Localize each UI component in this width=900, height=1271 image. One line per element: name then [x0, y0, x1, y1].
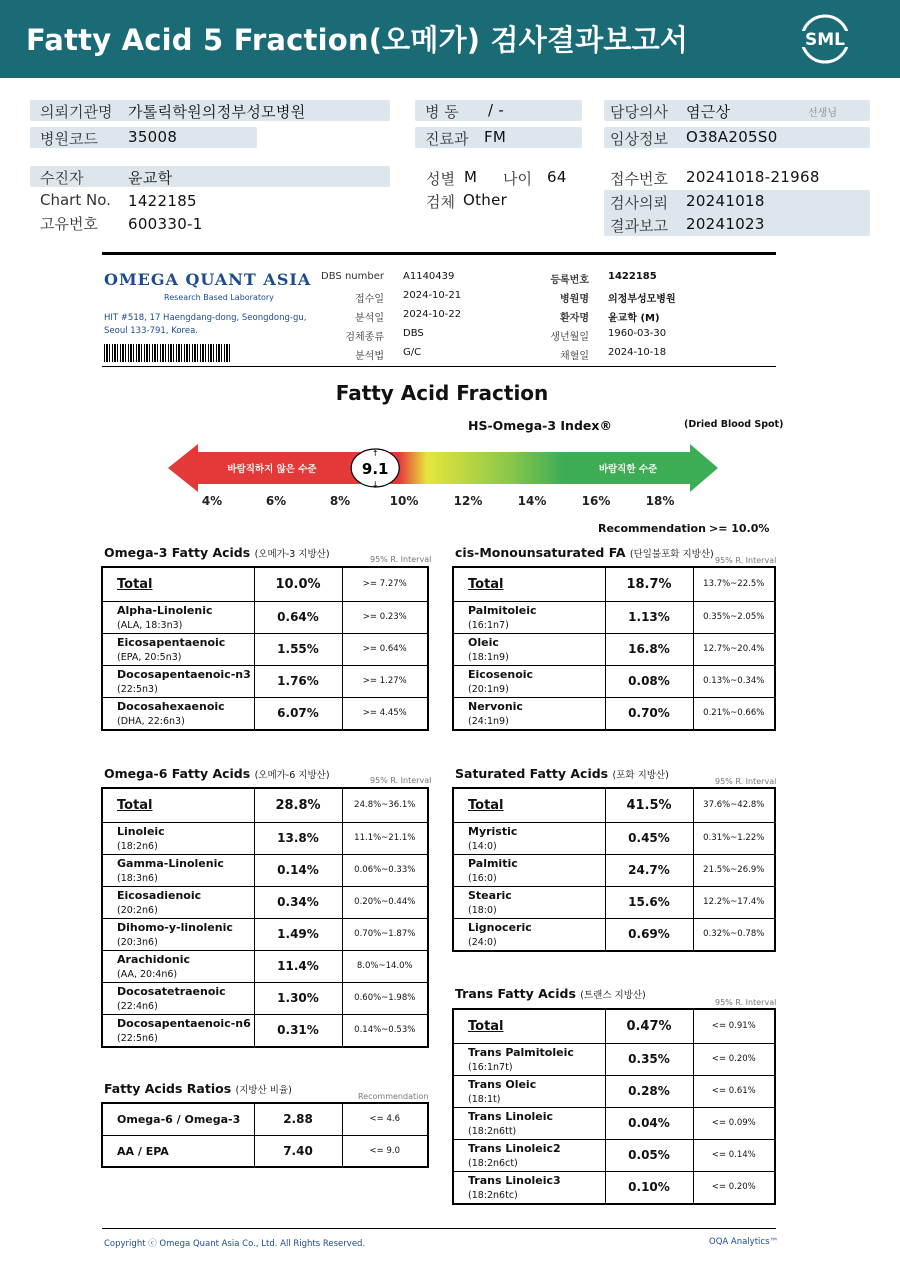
omega6-value: 28.8%: [254, 788, 342, 822]
mufa-value: 0.08%: [605, 665, 693, 697]
omega3-value: 1.76%: [254, 665, 342, 697]
trans-value: 0.28%: [605, 1075, 693, 1107]
age-label: 나이: [503, 170, 532, 188]
omega6-name: Docosapentaenoic-n6 (22:5n6): [102, 1014, 254, 1047]
footer-brand: OQA Analytics™: [709, 1237, 778, 1247]
dbs-value: A1140439: [403, 271, 455, 282]
omega6-row: [102, 822, 428, 854]
report-title: Fatty Acid 5 Fraction(오메가) 검사결과보고서: [26, 23, 689, 57]
sfa-range: 0.31%~1.22%: [693, 822, 775, 854]
ratios-row: [102, 1135, 428, 1167]
result-label: 결과보고: [610, 217, 668, 235]
trans-value: 0.35%: [605, 1043, 693, 1075]
patient-value: 윤교학: [128, 169, 173, 187]
omega6-range: 0.14%~0.53%: [342, 1014, 428, 1047]
mufa-ri-label: 95% R. Interval: [715, 556, 777, 565]
trans-ri-label: 95% R. Interval: [715, 998, 777, 1007]
omega6-value: 1.30%: [254, 982, 342, 1014]
trans-row: [453, 1107, 775, 1139]
sfa-value: 24.7%: [605, 854, 693, 886]
mufa-name: Eicosenoic (20:1n9): [453, 665, 605, 697]
trans-range: <= 0.91%: [693, 1009, 775, 1043]
id-label: 고유번호: [40, 215, 98, 233]
mufa-range: 0.13%~0.34%: [693, 665, 775, 697]
omega6-row: [102, 788, 428, 822]
omega3-value: 10.0%: [254, 567, 342, 601]
mufa-value: 0.70%: [605, 697, 693, 730]
mufa-value: 1.13%: [605, 601, 693, 633]
omega3-row: [102, 633, 428, 665]
omega6-range: 24.8%~36.1%: [342, 788, 428, 822]
ward-value: / -: [488, 101, 505, 119]
analyzed-label: 분석일: [355, 313, 384, 324]
dbs-label: DBS number: [321, 271, 384, 282]
sfa-name: Total: [453, 788, 605, 822]
svg-text:SML: SML: [805, 30, 845, 50]
omega3-range: >= 0.23%: [342, 601, 428, 633]
mufa-row: [453, 697, 775, 730]
trans-row: [453, 1043, 775, 1075]
sfa-value: 0.69%: [605, 918, 693, 951]
omega6-value: 0.14%: [254, 854, 342, 886]
pt-label: 환자명: [560, 313, 589, 324]
omega6-range: 0.60%~1.98%: [342, 982, 428, 1014]
trans-name: Trans Linoleic2 (18:2n6ct): [453, 1139, 605, 1171]
sfa-ri-label: 95% R. Interval: [715, 777, 777, 786]
trans-range: <= 0.61%: [693, 1075, 775, 1107]
up-arrow-icon: ↑: [371, 449, 379, 458]
ratios-range: <= 4.6: [342, 1103, 428, 1135]
mufa-row: [453, 567, 775, 601]
dept-label: 진료과: [425, 130, 469, 148]
down-arrow-icon: ↓: [371, 480, 379, 489]
trans-value: 0.47%: [605, 1009, 693, 1043]
clinical-value: O38A205S0: [686, 128, 778, 146]
omega3-range: >= 0.64%: [342, 633, 428, 665]
sfa-range: 0.32%~0.78%: [693, 918, 775, 951]
sex-value: M: [464, 168, 478, 186]
mufa-value: 18.7%: [605, 567, 693, 601]
mufa-name: Oleic (18:1n9): [453, 633, 605, 665]
draw-value: 2024-10-18: [608, 347, 667, 358]
ratios-value: 2.88: [254, 1103, 342, 1135]
omega6-row: [102, 982, 428, 1014]
recommendation-label: Recommendation: [598, 522, 706, 535]
mufa-range: 13.7%~22.5%: [693, 567, 775, 601]
institution-label: 의뢰기관명: [40, 103, 113, 121]
oqa-logo: OMEGA QUANT ASIA: [104, 270, 312, 289]
trans-value: 0.04%: [605, 1107, 693, 1139]
trans-row: [453, 1139, 775, 1171]
omega6-name: Docosatetraenoic (22:4n6): [102, 982, 254, 1014]
sfa-table: [452, 787, 776, 952]
report-header: [0, 0, 900, 78]
sample-label: 검체종류: [345, 332, 384, 343]
omega6-range: 0.06%~0.33%: [342, 854, 428, 886]
trans-range: <= 0.14%: [693, 1139, 775, 1171]
sfa-range: 21.5%~26.9%: [693, 854, 775, 886]
sfa-range: 37.6%~42.8%: [693, 788, 775, 822]
mufa-name: Palmitoleic (16:1n7): [453, 601, 605, 633]
omega6-value: 1.49%: [254, 918, 342, 950]
bad-level-label: 바람직하지 않은 수준: [227, 464, 317, 475]
reg-label: 등록번호: [550, 275, 589, 286]
trans-range: <= 0.20%: [693, 1043, 775, 1075]
mufa-name: Total: [453, 567, 605, 601]
mufa-row: [453, 665, 775, 697]
omega3-range: >= 4.45%: [342, 697, 428, 730]
omega6-range: 0.20%~0.44%: [342, 886, 428, 918]
method-value: G/C: [403, 347, 422, 358]
trans-table: [452, 1008, 776, 1205]
trans-value: 0.05%: [605, 1139, 693, 1171]
omega3-value: 6.07%: [254, 697, 342, 730]
doctor-label: 담당의사: [610, 103, 668, 121]
omega6-table: [101, 787, 429, 1048]
receipt-label: 접수번호: [610, 170, 668, 188]
omega3-row: [102, 567, 428, 601]
request-label: 검사의뢰: [610, 194, 668, 212]
omega6-value: 13.8%: [254, 822, 342, 854]
omega3-row: [102, 601, 428, 633]
omega6-value: 0.34%: [254, 886, 342, 918]
omega6-name: Arachidonic (AA, 20:4n6): [102, 950, 254, 982]
ratios-table: [101, 1102, 429, 1168]
mufa-range: 0.35%~2.05%: [693, 601, 775, 633]
sample-value: DBS: [403, 328, 424, 339]
omega3-range: >= 1.27%: [342, 665, 428, 697]
gauge-tick: 10%: [389, 494, 419, 508]
pt-value: 윤교학 (M): [608, 313, 660, 324]
trans-value: 0.10%: [605, 1171, 693, 1204]
lab-address-2: Seoul 133-791, Korea.: [104, 326, 198, 336]
mufa-range: 12.7%~20.4%: [693, 633, 775, 665]
gauge-tick: 18%: [645, 494, 675, 508]
dbs-note: (Dried Blood Spot): [684, 419, 784, 430]
sfa-row: [453, 918, 775, 951]
doctor-value: 염근상: [686, 103, 731, 121]
sfa-title: Saturated Fatty Acids (포화 지방산): [455, 766, 669, 781]
ratios-row: [102, 1103, 428, 1135]
sfa-value: 15.6%: [605, 886, 693, 918]
mufa-table: [452, 566, 776, 731]
id-value: 600330-1: [128, 215, 203, 233]
institution-value: 가톨릭학원의정부성모병원: [128, 103, 306, 121]
index-label: HS-Omega-3 Index®: [468, 418, 612, 433]
trans-name: Trans Palmitoleic (16:1n7t): [453, 1043, 605, 1075]
chart-value: 1422185: [128, 192, 197, 210]
hosp-label: 병원명: [560, 294, 589, 305]
lab-bottom-rule: [102, 366, 776, 367]
copyright: Copyright ⓒ Omega Quant Asia Co., Ltd. All Rights Reserved.: [104, 1239, 366, 1249]
omega3-ri-label: 95% R. Interval: [370, 555, 432, 564]
trans-row: [453, 1075, 775, 1107]
sfa-row: [453, 822, 775, 854]
omega3-row: [102, 697, 428, 730]
omega3-table: [101, 566, 429, 731]
mufa-title: cis-Monounsaturated FA (단일불포화 지방산): [455, 545, 714, 560]
gauge-tick: 8%: [329, 494, 351, 508]
omega3-value: 0.64%: [254, 601, 342, 633]
barcode: [104, 344, 230, 362]
code-label: 병원코드: [40, 130, 98, 148]
trans-name: Trans Oleic (18:1t): [453, 1075, 605, 1107]
analyzed-value: 2024-10-22: [403, 309, 462, 320]
code-value: 35008: [128, 128, 178, 146]
omega6-row: [102, 950, 428, 982]
dob-label: 생년월일: [550, 332, 589, 343]
trans-range: <= 0.09%: [693, 1107, 775, 1139]
omega3-name: Alpha-Linolenic (ALA, 18:3n3): [102, 601, 254, 633]
patient-row: [30, 166, 390, 187]
patient-label: 수진자: [40, 169, 84, 187]
ratios-rec-label: Recommendation: [358, 1092, 429, 1101]
dept-value: FM: [484, 128, 507, 146]
good-level-label: 바람직한 수준: [598, 464, 658, 475]
gauge-tick: 14%: [517, 494, 547, 508]
ratios-value: 7.40: [254, 1135, 342, 1167]
trans-range: <= 0.20%: [693, 1171, 775, 1204]
sfa-name: Stearic (18:0): [453, 886, 605, 918]
sfa-name: Palmitic (16:0): [453, 854, 605, 886]
result-value: 20241023: [686, 215, 765, 233]
omega6-name: Eicosadienoic (20:2n6): [102, 886, 254, 918]
lab-top-rule: [102, 252, 776, 255]
method-label: 분석법: [355, 351, 384, 362]
mufa-row: [453, 601, 775, 633]
omega6-row: [102, 886, 428, 918]
gauge-tick: 12%: [453, 494, 483, 508]
omega3-index-gauge: [160, 440, 730, 496]
omega3-name: Eicosapentaenoic (EPA, 20:5n3): [102, 633, 254, 665]
gauge-tick: 4%: [201, 494, 223, 508]
omega6-row: [102, 1014, 428, 1047]
gauge-tick: 16%: [581, 494, 611, 508]
omega3-name: Docosapentaenoic-n3 (22:5n3): [102, 665, 254, 697]
sfa-row: [453, 886, 775, 918]
omega6-row: [102, 854, 428, 886]
omega6-name: Linoleic (18:2n6): [102, 822, 254, 854]
omega6-range: 0.70%~1.87%: [342, 918, 428, 950]
fraction-title: Fatty Acid Fraction: [335, 381, 549, 405]
trans-title: Trans Fatty Acids (트랜스 지방산): [455, 986, 646, 1001]
omega3-name: Total: [102, 567, 254, 601]
omega3-name: Docosahexaenoic (DHA, 22:6n3): [102, 697, 254, 730]
omega6-row: [102, 918, 428, 950]
omega6-ri-label: 95% R. Interval: [370, 776, 432, 785]
omega3-row: [102, 665, 428, 697]
omega6-name: Dihomo-y-linolenic (20:3n6): [102, 918, 254, 950]
omega6-range: 11.1%~21.1%: [342, 822, 428, 854]
chart-label: Chart No.: [40, 191, 111, 209]
age-value: 64: [547, 168, 567, 186]
sfa-name: Lignoceric (24:0): [453, 918, 605, 951]
trans-name: Trans Linoleic (18:2n6tt): [453, 1107, 605, 1139]
specimen-label: 검체: [426, 193, 455, 211]
reg-value: 1422185: [608, 271, 657, 282]
mufa-name: Nervonic (24:1n9): [453, 697, 605, 730]
received-value: 2024-10-21: [403, 290, 462, 301]
sfa-value: 41.5%: [605, 788, 693, 822]
footer-rule: [102, 1228, 776, 1229]
ratios-title: Fatty Acids Ratios (지방산 비율): [104, 1081, 292, 1096]
gauge-tick: 6%: [265, 494, 287, 508]
hosp-value: 의정부성모병원: [608, 294, 676, 305]
oqa-subtitle: Research Based Laboratory: [164, 293, 274, 302]
sfa-name: Myristic (14:0): [453, 822, 605, 854]
request-value: 20241018: [686, 192, 765, 210]
ratios-name: Omega-6 / Omega-3: [102, 1103, 254, 1135]
recommendation-value: >= 10.0%: [709, 522, 770, 535]
trans-name: Total: [453, 1009, 605, 1043]
sfa-row: [453, 788, 775, 822]
mufa-range: 0.21%~0.66%: [693, 697, 775, 730]
ratios-range: <= 9.0: [342, 1135, 428, 1167]
omega6-range: 8.0%~14.0%: [342, 950, 428, 982]
mufa-value: 16.8%: [605, 633, 693, 665]
omega6-value: 11.4%: [254, 950, 342, 982]
index-value: 9.1: [361, 460, 389, 478]
trans-name: Trans Linoleic3 (18:2n6tc): [453, 1171, 605, 1204]
lab-address-1: HIT #518, 17 Haengdang-dong, Seongdong-gu,: [104, 313, 307, 323]
sfa-value: 0.45%: [605, 822, 693, 854]
omega6-name: Gamma-Linolenic (18:3n6): [102, 854, 254, 886]
omega3-value: 1.55%: [254, 633, 342, 665]
ratios-name: AA / EPA: [102, 1135, 254, 1167]
received-label: 접수일: [355, 294, 384, 305]
sfa-range: 12.2%~17.4%: [693, 886, 775, 918]
dob-value: 1960-03-30: [608, 328, 667, 339]
omega6-value: 0.31%: [254, 1014, 342, 1047]
ward-label: 병 동: [425, 103, 459, 121]
specimen-value: Other: [463, 191, 508, 209]
receipt-value: 20241018-21968: [686, 168, 820, 186]
sml-logo: [800, 14, 850, 64]
sex-label: 성별: [426, 170, 455, 188]
trans-row: [453, 1171, 775, 1204]
omega3-title: Omega-3 Fatty Acids (오메가-3 지방산): [104, 545, 330, 560]
mufa-row: [453, 633, 775, 665]
doctor-title: 선생님: [808, 108, 837, 119]
omega6-title: Omega-6 Fatty Acids (오메가-6 지방산): [104, 766, 330, 781]
omega6-name: Total: [102, 788, 254, 822]
omega3-range: >= 7.27%: [342, 567, 428, 601]
draw-label: 채혈일: [560, 351, 589, 362]
clinical-label: 임상정보: [610, 130, 668, 148]
trans-row: [453, 1009, 775, 1043]
sfa-row: [453, 854, 775, 886]
